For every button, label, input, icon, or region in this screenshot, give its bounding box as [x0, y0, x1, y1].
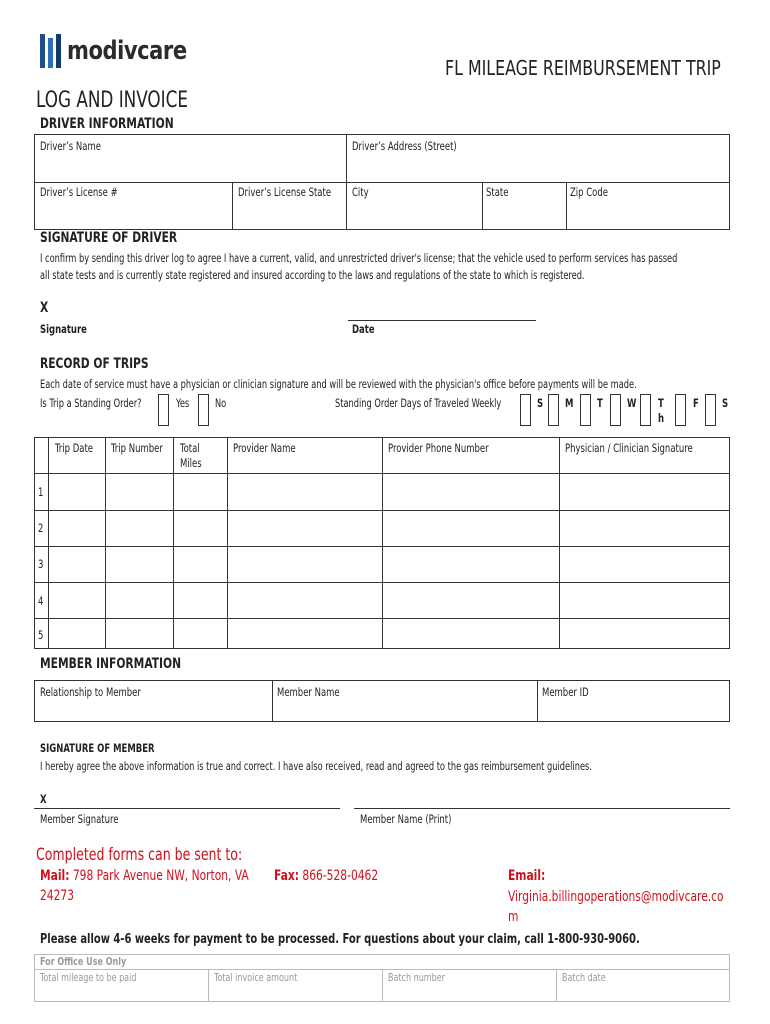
relationship-label: Relationship to Member: [40, 685, 141, 699]
member-print-label: Member Name (Print): [360, 812, 452, 826]
standing-order-question: Is Trip a Standing Order?: [40, 397, 142, 410]
no-label: No: [215, 397, 227, 410]
signature-label: Signature: [40, 322, 87, 336]
trips-col-divider-2: [105, 437, 106, 649]
day-thu-label: T: [658, 396, 664, 410]
office-batch-date-label: Batch date: [562, 972, 606, 984]
state-label: State: [486, 185, 509, 199]
driver-info-vdivider-2: [232, 182, 233, 230]
email-address-line1[interactable]: Virginia.billingoperations@modivcare.co: [508, 889, 724, 905]
row-number-3: 3: [38, 557, 44, 571]
payment-note: Please allow 4-6 weeks for payment to be processed. For questions about your claim, call 1-800-930-9060.: [40, 931, 640, 947]
yes-checkbox[interactable]: [158, 394, 169, 426]
day-sat-label: S: [722, 396, 729, 410]
email-label: Email:: [508, 868, 546, 884]
member-signature-label: Member Signature: [40, 812, 119, 826]
member-signature-text: I hereby agree the above information is true and correct. I have also received, read and agreed to the gas reimbursement guidelines.: [40, 760, 592, 773]
drivers-name-field[interactable]: [36, 155, 344, 180]
fax-label: Fax:: [274, 868, 300, 884]
day-tue-checkbox[interactable]: [580, 394, 591, 426]
col-total-miles: Miles: [180, 456, 202, 470]
office-use-heading: For Office Use Only: [40, 956, 127, 968]
member-signature-x-mark: X: [40, 792, 47, 806]
fax-line: [274, 868, 378, 884]
day-fri-checkbox[interactable]: [675, 394, 686, 426]
day-mon-checkbox[interactable]: [548, 394, 559, 426]
row-number-5: 5: [38, 628, 44, 642]
member-info-vdivider-1: [272, 680, 273, 722]
row-number-4: 4: [38, 594, 44, 608]
record-of-trips-heading: RECORD OF TRIPS: [40, 356, 149, 372]
col-trip-date: Trip Date: [55, 441, 94, 455]
relationship-field[interactable]: [36, 700, 270, 720]
drivers-license-label: Driver’s License #: [40, 185, 118, 199]
drivers-name-label: Driver’s Name: [40, 139, 101, 153]
office-total-mileage-label: Total mileage to be paid: [40, 972, 137, 984]
row-number-2: 2: [38, 521, 44, 535]
drivers-license-state-label: Driver’s License State: [238, 185, 332, 199]
member-signature-heading: SIGNATURE OF MEMBER: [40, 741, 155, 755]
col-physician-signature: Physician / Clinician Signature: [565, 441, 693, 455]
form-title-line1: FL MILEAGE REIMBURSEMENT TRIP: [445, 56, 721, 80]
trips-col-divider-5: [382, 437, 383, 649]
mail-address-line1: [40, 868, 249, 884]
driver-signature-text-2: all state tests and is currently state registered and insured according to the laws and regulations of the state to which is registered.: [40, 269, 585, 282]
driver-signature-x-mark: X: [40, 300, 49, 316]
driver-signature-heading: SIGNATURE OF DRIVER: [40, 230, 178, 246]
yes-label: Yes: [176, 397, 190, 410]
day-sun-label: S: [537, 396, 544, 410]
driver-info-vdivider: [346, 134, 347, 230]
city-label: City: [352, 185, 369, 199]
no-checkbox[interactable]: [198, 394, 209, 426]
drivers-address-field[interactable]: [348, 155, 728, 180]
day-sun-checkbox[interactable]: [520, 394, 531, 426]
col-provider-phone: Provider Phone Number: [388, 441, 489, 455]
drivers-license-state-field[interactable]: [234, 200, 344, 228]
office-use-vdivider-3: [556, 969, 557, 1002]
trips-col-divider-3: [173, 437, 174, 649]
row-number-1: 1: [38, 485, 44, 499]
record-of-trips-note: Each date of service must have a physician or clinician signature and will be reviewed with the physician's office before payments will be made.: [40, 378, 637, 391]
day-sat-checkbox[interactable]: [705, 394, 716, 426]
driver-info-vdivider-3: [482, 182, 483, 230]
standing-days-label: Standing Order Days of Traveled Weekly: [335, 397, 502, 410]
day-mon-label: M: [565, 396, 574, 410]
office-use-vdivider-2: [382, 969, 383, 1002]
mail-label: Mail:: [40, 868, 70, 884]
office-total-invoice-label: Total invoice amount: [214, 972, 298, 984]
driver-info-divider: [34, 182, 730, 183]
member-print-line: [354, 808, 730, 809]
member-id-label: Member ID: [542, 685, 589, 699]
day-tue-label: T: [597, 396, 603, 410]
col-trip-number: Trip Number: [111, 441, 163, 455]
form-title-line2: LOG AND INVOICE: [36, 88, 189, 113]
member-name-label: Member Name: [277, 685, 340, 699]
member-info-vdivider-2: [537, 680, 538, 722]
trips-col-divider-1: [48, 437, 49, 649]
member-print-field[interactable]: [354, 790, 730, 808]
day-wed-checkbox[interactable]: [610, 394, 621, 426]
drivers-license-field[interactable]: [36, 200, 230, 228]
date-line: [348, 320, 536, 321]
contact-heading: Completed forms can be sent to:: [36, 845, 243, 865]
mail-address: 798 Park Avenue NW, Norton, VA: [69, 868, 249, 884]
col-provider-name: Provider Name: [233, 441, 296, 455]
city-field[interactable]: [348, 200, 480, 228]
date-label: Date: [352, 322, 375, 336]
day-wed-label: W: [627, 396, 637, 410]
day-thu-label-h: h: [658, 411, 665, 425]
drivers-address-label: Driver’s Address (Street): [352, 139, 457, 153]
trips-col-divider-4: [227, 437, 228, 649]
member-info-heading: MEMBER INFORMATION: [40, 656, 182, 672]
member-name-field[interactable]: [274, 700, 535, 720]
col-total: Total: [180, 441, 200, 455]
day-thu-checkbox[interactable]: [640, 394, 651, 426]
member-signature-field[interactable]: [52, 790, 338, 808]
day-fri-label: F: [693, 396, 699, 410]
trips-col-divider-6: [559, 437, 560, 649]
logo-text: modivcare: [67, 36, 187, 66]
logo-bars-icon: [40, 34, 61, 68]
mail-address-line2: 24273: [40, 888, 75, 904]
zip-code-field[interactable]: [568, 200, 728, 228]
fax-number: 866-528-0462: [299, 868, 379, 884]
email-address-line2[interactable]: m: [508, 909, 519, 925]
office-batch-number-label: Batch number: [388, 972, 445, 984]
driver-signature-field[interactable]: [56, 298, 336, 318]
date-field[interactable]: [348, 302, 536, 320]
member-id-field[interactable]: [539, 700, 728, 720]
driver-signature-text-1: I confirm by sending this driver log to agree I have a current, valid, and unrestricted driver's license; that the vehicle used to perform services has passed: [40, 252, 678, 265]
driver-info-heading: DRIVER INFORMATION: [40, 116, 174, 132]
member-signature-line: [34, 808, 340, 809]
modivcare-logo: [40, 34, 200, 68]
driver-info-vdivider-4: [566, 182, 567, 230]
zip-code-label: Zip Code: [570, 185, 608, 199]
office-use-vdivider-1: [208, 969, 209, 1002]
state-field[interactable]: [484, 200, 564, 228]
